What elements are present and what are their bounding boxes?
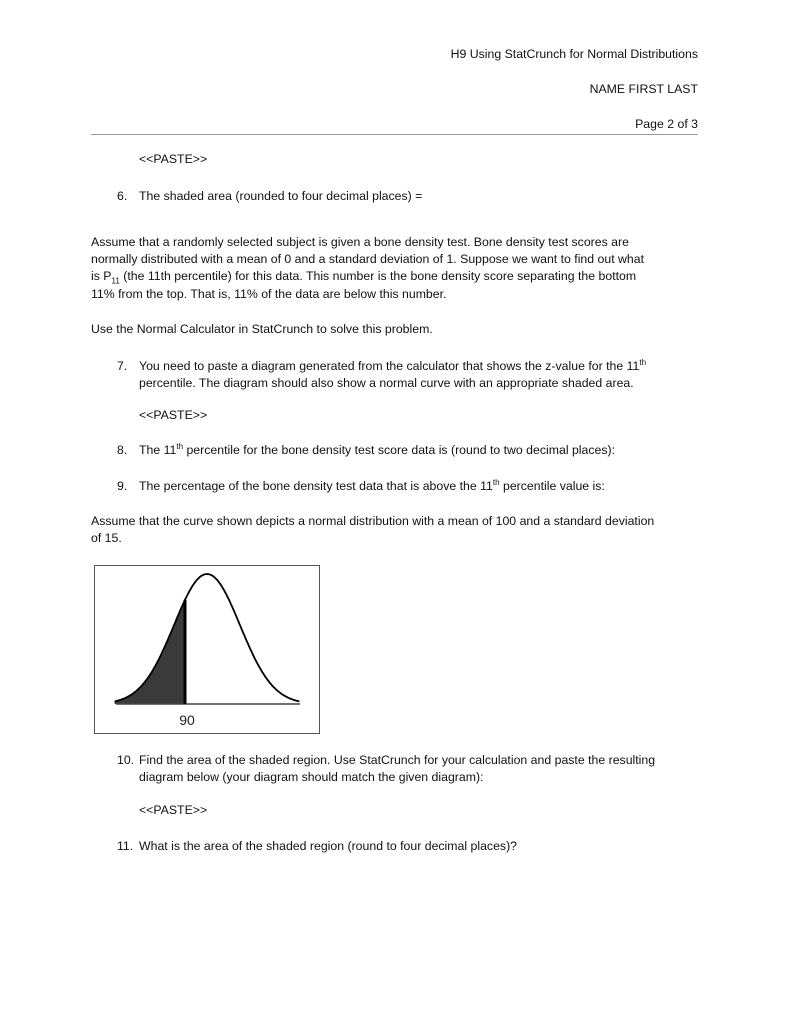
paste-placeholder: <<PASTE>> [139, 408, 208, 422]
q11-number: 11. [117, 839, 134, 853]
paste-placeholder: <<PASTE>> [139, 803, 208, 817]
shaded-region [115, 600, 185, 704]
q10-text: Find the area of the shaded region. Use StatCrunch for your calculation and paste the resulting [139, 753, 656, 767]
q11-text: What is the area of the shaded region (round to four decimal places)? [139, 839, 518, 853]
cutoff-label: 90 [179, 712, 195, 728]
doc-title: H9 Using StatCrunch for Normal Distributions [450, 47, 698, 61]
q6-text: The shaded area (rounded to four decimal places) = [139, 189, 423, 203]
student-name: NAME FIRST LAST [589, 82, 698, 96]
instruction-paragraph: Use the Normal Calculator in StatCrunch to solve this problem. [91, 322, 433, 336]
text: You need to paste a diagram generated from the calculator that shows the z-value for the 11 [139, 359, 640, 373]
superscript: th [639, 357, 647, 367]
para-line [91, 268, 636, 285]
q9-text [139, 478, 605, 495]
text: The 11 [139, 443, 177, 457]
q8-text [139, 442, 615, 459]
q7-text [139, 358, 646, 375]
text: The percentage of the bone density test data that is above the 11 [139, 479, 493, 493]
q9-number: 9. [117, 479, 128, 493]
para-line: Assume that a randomly selected subject is given a bone density test. Bone density test scores are [91, 235, 629, 249]
page-number: Page 2 of 3 [635, 117, 698, 131]
superscript: th [176, 441, 184, 451]
paste-placeholder: <<PASTE>> [139, 152, 208, 166]
normal-curve [115, 574, 300, 701]
para-line: 11% from the top. That is, 11% of the data are below this number. [91, 287, 447, 301]
q7-text-2: percentile. The diagram should also show a normal curve with an appropriate shaded area. [139, 376, 634, 390]
subscript: 11 [111, 276, 120, 286]
text: (the 11th percentile) for this data. This number is the bone density score separating the bottom [119, 269, 637, 283]
q10-text-2: diagram below (your diagram should match the given diagram): [139, 770, 484, 784]
text: is P [91, 269, 112, 283]
header-divider [91, 134, 698, 135]
curve-paragraph-2: of 15. [91, 531, 122, 545]
q10-number: 10. [117, 753, 135, 767]
normal-curve-figure [94, 565, 320, 734]
normal-curve-svg [95, 566, 319, 733]
text: percentile for the bone density test score data is (round to two decimal places): [183, 443, 616, 457]
curve-paragraph: Assume that the curve shown depicts a normal distribution with a mean of 100 and a standard deviation [91, 514, 655, 528]
q8-number: 8. [117, 443, 128, 457]
superscript: th [492, 477, 500, 487]
text: percentile value is: [499, 479, 605, 493]
q6-number: 6. [117, 189, 128, 203]
q7-number: 7. [117, 359, 128, 373]
para-line: normally distributed with a mean of 0 and a standard deviation of 1. Suppose we want to find out what [91, 252, 645, 266]
